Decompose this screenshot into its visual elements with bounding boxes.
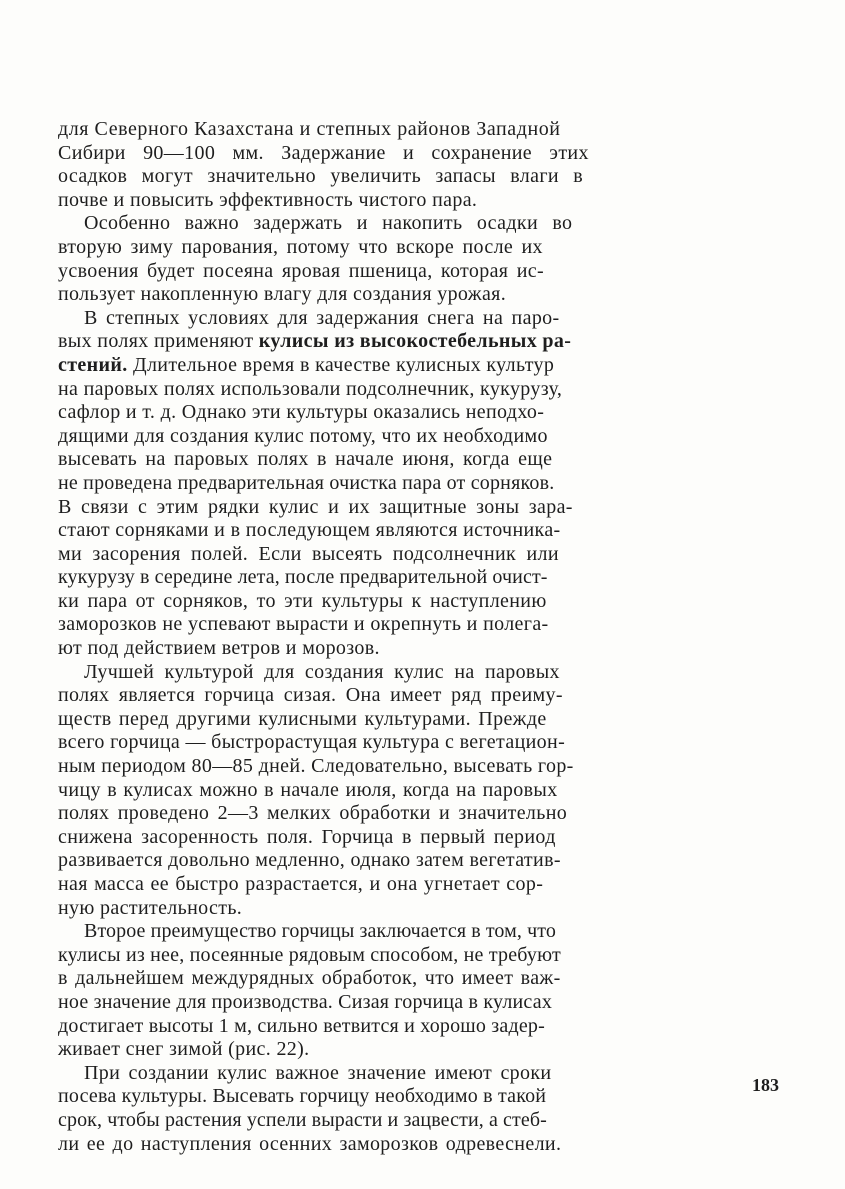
page-number: 183 — [752, 1075, 779, 1095]
text-line: осадков могут значительно увеличить запасы влаги в — [58, 165, 584, 188]
text-line — [58, 330, 840, 354]
text-line: развивается довольно медленно, однако затем вегетатив- — [58, 849, 561, 872]
text-line: ки пара от сорняков, то эти культуры к наступлению — [58, 589, 547, 612]
text-line: При создании кулис важное значение имеют сроки — [84, 1061, 552, 1084]
text-line: сафлор и т. д. Однако эти культуры оказались неподхо- — [58, 401, 545, 424]
text-line: ным периодом 80—85 дней. Следовательно, высевать гор- — [58, 755, 574, 778]
text-line: снижена засоренность поля. Горчица в первый период — [58, 825, 556, 848]
text-line: не проведена предварительная очистка пара от сорняков. — [58, 471, 555, 494]
text-line: Сибири 90—100 мм. Задержание и сохранение этих — [58, 141, 589, 164]
text-line: ное значение для производства. Сизая горчица в кулисах — [58, 990, 553, 1013]
bold-term: стений. — [58, 353, 128, 376]
text-line: кукурузу в середине лета, после предварительной очист- — [58, 566, 548, 589]
text-line: высевать на паровых полях в начале июня, когда еще — [58, 448, 553, 471]
text-line: живает снег зимой (рис. 22). — [58, 1038, 310, 1061]
text-line: срок, чтобы растения успели вырасти и зацвести, а стеб- — [58, 1108, 547, 1131]
text-line: на паровых полях использовали подсолнечник, кукурузу, — [58, 377, 563, 400]
text-line: вторую зиму парования, потому что вскоре после их — [58, 235, 543, 258]
text-line: ществ перед другими кулисными культурами. Прежде — [58, 707, 547, 730]
text-line: чицу в кулисах можно в начале июля, когда на паровых — [58, 778, 558, 801]
text-line: усвоения будет посеяна яровая пшеница, которая ис- — [58, 259, 544, 282]
text-line: всего горчица — быстрорастущая культура с вегетацион- — [58, 731, 566, 754]
text-line: ная масса ее быстро разрастается, и она угнетает сор- — [58, 873, 544, 895]
text-line: ми засорения полей. Если высеять подсолнечник или — [58, 542, 559, 565]
text-line: В степных условиях для задержания снега на паро- — [84, 306, 560, 329]
text-line: достигает высоты 1 м, сильно ветвится и хорошо задер- — [58, 1014, 545, 1037]
text-run: вых полях применяют — [58, 330, 259, 353]
text-line: стают сорняками и в последующем являются источника- — [58, 519, 561, 542]
text-line: ли ее до наступления осенних заморозков одревеснели. — [58, 1132, 562, 1155]
text-line: ную растительность. — [58, 896, 243, 919]
text-line: для Северного Казахстана и степных районов Западной — [58, 118, 561, 140]
text-line: Особенно важно задержать и накопить осадки во — [84, 212, 573, 235]
text-line: в дальнейшем междурядных обработок, что имеет важ- — [58, 967, 561, 990]
text-line: полях проведено 2—3 мелких обработки и значительно — [58, 802, 568, 825]
text-line: полях является горчица сизая. Она имеет ряд преиму- — [58, 684, 563, 707]
text-line: ют под действием ветров и морозов. — [58, 637, 380, 660]
bold-term: кулисы из высокостебельных ра- — [258, 330, 572, 353]
text-line: пользует накопленную влагу для создания урожая. — [58, 283, 507, 306]
text-line: Лучшей культурой для создания кулис на паровых — [84, 660, 560, 683]
text-line — [58, 354, 840, 378]
text-run: Длительное время в качестве кулисных культур — [127, 353, 555, 376]
text-line: заморозков не успевают вырасти и окрепнуть и полега- — [58, 613, 549, 636]
text-line: посева культуры. Высевать горчицу необходимо в такой — [58, 1085, 547, 1108]
body-text — [58, 118, 840, 1156]
text-line: В связи с этим рядки кулис и их защитные зоны зара- — [58, 495, 573, 518]
text-line: кулисы из нее, посеянные рядовым способом, не требуют — [58, 943, 561, 966]
text-line: дящими для создания кулис потому, что их необходимо — [58, 424, 548, 447]
text-line: Второе преимущество горчицы заключается в том, что — [84, 920, 556, 943]
text-line: почве и повысить эффективность чистого пара. — [58, 188, 478, 211]
